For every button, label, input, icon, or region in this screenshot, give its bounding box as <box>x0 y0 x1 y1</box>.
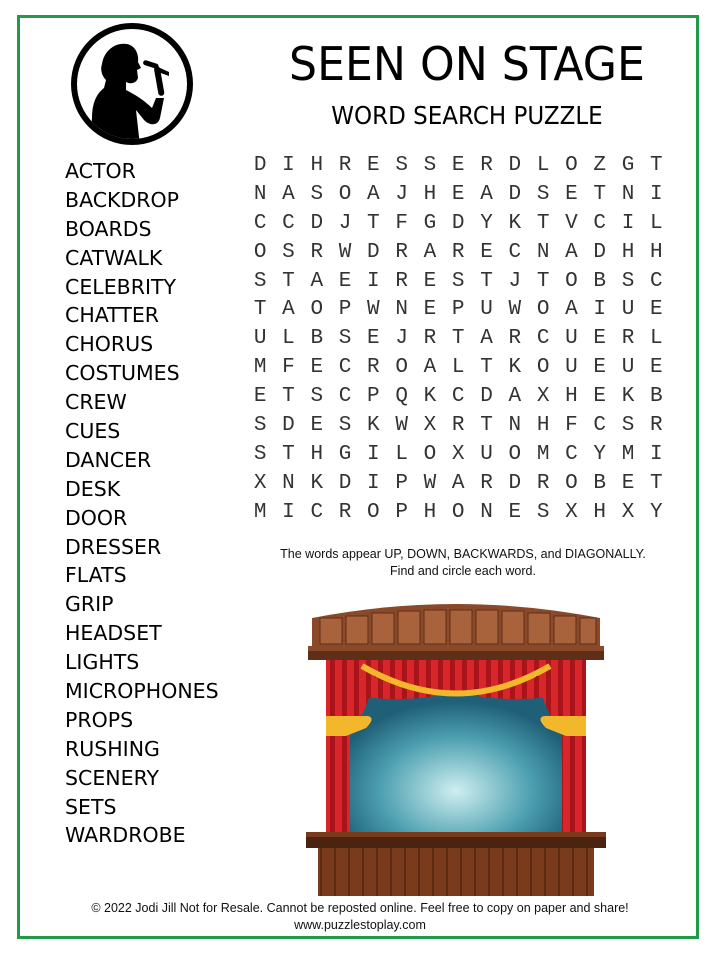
grid-letter: T <box>367 211 380 235</box>
grid-letter: N <box>253 182 267 206</box>
grid-letter: A <box>282 298 295 322</box>
grid-letter: R <box>508 327 522 351</box>
word-list-item: DRESSER <box>65 534 162 559</box>
grid-row <box>246 382 670 411</box>
grid-letter: B <box>593 269 607 293</box>
grid-letter: A <box>367 182 380 206</box>
website-url: www.puzzlestoplay.com <box>294 918 426 932</box>
grid-letter: C <box>536 327 550 351</box>
grid-row <box>246 151 670 180</box>
grid-letter: U <box>480 298 493 322</box>
grid-letter: I <box>650 442 663 466</box>
grid-letter: Q <box>395 385 408 409</box>
grid-letter: U <box>253 327 267 351</box>
grid-letter: O <box>310 298 324 322</box>
grid-letter: F <box>282 356 295 380</box>
grid-letter: S <box>310 385 324 409</box>
grid-letter: M <box>536 442 550 466</box>
grid-letter: J <box>338 211 352 235</box>
grid-letter: O <box>395 356 408 380</box>
grid-letter: H <box>423 182 437 206</box>
grid-letter: G <box>338 442 352 466</box>
grid-letter: O <box>367 500 380 524</box>
grid-letter: U <box>565 356 578 380</box>
grid-letter: C <box>253 211 267 235</box>
grid-letter: E <box>451 153 465 177</box>
grid-letter: E <box>253 385 267 409</box>
grid-letter: C <box>565 442 578 466</box>
grid-letter: C <box>282 211 295 235</box>
word-list-item: RUSHING <box>65 736 160 761</box>
grid-letter: N <box>621 182 635 206</box>
grid-letter: R <box>367 356 380 380</box>
instructions <box>240 546 686 580</box>
grid-letter: N <box>395 298 408 322</box>
grid-letter: S <box>395 153 408 177</box>
grid-letter: Z <box>593 153 607 177</box>
grid-letter: D <box>367 240 380 264</box>
grid-letter: X <box>621 500 635 524</box>
grid-letter: H <box>565 385 578 409</box>
grid-letter: T <box>480 269 493 293</box>
instructions-line: Find and circle each word. <box>390 564 536 578</box>
grid-row <box>246 440 670 469</box>
grid-letter: B <box>650 385 663 409</box>
grid-letter: C <box>310 500 324 524</box>
word-list-item: SCENERY <box>65 765 160 790</box>
grid-letter: S <box>253 413 267 437</box>
word-list-item: DESK <box>65 476 121 501</box>
grid-letter: E <box>310 356 324 380</box>
grid-letter: T <box>282 269 295 293</box>
grid-letter: X <box>536 385 550 409</box>
grid-letter: S <box>621 269 635 293</box>
grid-letter: S <box>451 269 465 293</box>
grid-letter: W <box>423 471 437 495</box>
grid-letter: M <box>253 356 267 380</box>
word-list-item: COSTUMES <box>65 361 180 386</box>
grid-letter: L <box>282 327 295 351</box>
footer <box>22 900 698 934</box>
grid-letter: P <box>395 500 408 524</box>
grid-letter: N <box>282 471 295 495</box>
grid-letter: X <box>451 442 465 466</box>
grid-row <box>246 469 670 498</box>
grid-letter: W <box>508 298 522 322</box>
grid-letter: E <box>593 385 607 409</box>
grid-letter: T <box>536 211 550 235</box>
grid-letter: W <box>338 240 352 264</box>
word-list-item: CHATTER <box>65 303 160 328</box>
grid-letter: E <box>650 356 663 380</box>
grid-letter: S <box>621 413 635 437</box>
instructions-line: The words appear UP, DOWN, BACKWARDS, and DIAGONALLY. <box>280 547 646 561</box>
grid-letter: R <box>621 327 635 351</box>
grid-letter: X <box>565 500 578 524</box>
grid-letter: V <box>565 211 578 235</box>
grid-letter: P <box>367 385 380 409</box>
grid-letter: O <box>536 298 550 322</box>
grid-letter: R <box>423 327 437 351</box>
grid-letter: I <box>367 269 380 293</box>
grid-row <box>246 238 670 267</box>
grid-letter: T <box>650 471 663 495</box>
grid-letter: F <box>565 413 578 437</box>
grid-row <box>246 180 670 209</box>
letter-grid <box>246 151 670 527</box>
grid-letter: C <box>650 269 663 293</box>
grid-letter: E <box>310 413 324 437</box>
word-list-item: WARDROBE <box>65 823 186 848</box>
grid-letter: I <box>650 182 663 206</box>
grid-letter: H <box>310 153 324 177</box>
grid-letter: R <box>650 413 663 437</box>
grid-letter: S <box>310 182 324 206</box>
grid-letter: L <box>650 211 663 235</box>
grid-letter: P <box>338 298 352 322</box>
word-list-item: GRIP <box>65 592 114 617</box>
grid-letter: S <box>536 182 550 206</box>
grid-letter: T <box>650 153 663 177</box>
grid-letter: Y <box>593 442 607 466</box>
grid-letter: O <box>423 442 437 466</box>
grid-letter: D <box>310 211 324 235</box>
grid-letter: S <box>253 442 267 466</box>
grid-letter: A <box>508 385 522 409</box>
grid-letter: R <box>480 153 493 177</box>
grid-letter: O <box>536 356 550 380</box>
grid-row <box>246 267 670 296</box>
grid-letter: L <box>451 356 465 380</box>
grid-letter: C <box>593 211 607 235</box>
grid-letter: C <box>451 385 465 409</box>
grid-letter: T <box>593 182 607 206</box>
grid-letter: I <box>367 471 380 495</box>
grid-letter: K <box>423 385 437 409</box>
grid-letter: S <box>423 153 437 177</box>
word-list-item: CATWALK <box>65 245 163 270</box>
grid-letter: A <box>423 240 437 264</box>
grid-letter: R <box>338 500 352 524</box>
grid-letter: T <box>480 413 493 437</box>
grid-letter: S <box>536 500 550 524</box>
grid-letter: K <box>310 471 324 495</box>
grid-letter: I <box>621 211 635 235</box>
grid-letter: H <box>593 500 607 524</box>
grid-letter: R <box>310 240 324 264</box>
word-list-item: BOARDS <box>65 216 152 241</box>
grid-letter: E <box>508 500 522 524</box>
grid-row <box>246 324 670 353</box>
grid-letter: T <box>282 385 295 409</box>
grid-letter: U <box>621 356 635 380</box>
grid-letter: C <box>508 240 522 264</box>
grid-letter: T <box>282 442 295 466</box>
grid-letter: P <box>451 298 465 322</box>
grid-letter: D <box>253 153 267 177</box>
word-list-item: ACTOR <box>65 159 136 183</box>
grid-letter: I <box>593 298 607 322</box>
grid-letter: U <box>565 327 578 351</box>
grid-letter: S <box>338 413 352 437</box>
grid-letter: O <box>508 442 522 466</box>
word-list-item: DANCER <box>65 447 152 472</box>
grid-letter: T <box>480 356 493 380</box>
grid-letter: D <box>338 471 352 495</box>
grid-letter: H <box>310 442 324 466</box>
singer-silhouette-icon <box>70 22 194 146</box>
grid-letter: O <box>565 269 578 293</box>
grid-letter: E <box>338 269 352 293</box>
grid-letter: A <box>310 269 324 293</box>
grid-letter: T <box>536 269 550 293</box>
grid-letter: I <box>282 153 295 177</box>
grid-letter: E <box>593 327 607 351</box>
grid-letter: C <box>593 413 607 437</box>
grid-letter: D <box>593 240 607 264</box>
grid-letter: C <box>338 385 352 409</box>
word-list-item: CUES <box>65 419 121 444</box>
grid-letter: A <box>451 471 465 495</box>
grid-letter: D <box>508 471 522 495</box>
grid-letter: E <box>367 153 380 177</box>
grid-letter: K <box>367 413 380 437</box>
word-list-item: FLATS <box>65 563 127 588</box>
grid-letter: S <box>282 240 295 264</box>
grid-letter: D <box>480 385 493 409</box>
grid-letter: R <box>536 471 550 495</box>
grid-letter: H <box>650 240 663 264</box>
grid-letter: O <box>565 153 578 177</box>
grid-letter: E <box>480 240 493 264</box>
grid-letter: K <box>508 356 522 380</box>
grid-row <box>246 353 670 382</box>
grid-row <box>246 295 670 324</box>
grid-letter: K <box>621 385 635 409</box>
grid-letter: E <box>423 298 437 322</box>
grid-letter: E <box>565 182 578 206</box>
grid-letter: B <box>593 471 607 495</box>
grid-letter: N <box>536 240 550 264</box>
grid-letter: A <box>282 182 295 206</box>
grid-letter: L <box>536 153 550 177</box>
grid-letter: I <box>282 500 295 524</box>
grid-row <box>246 209 670 238</box>
word-list-item: HEADSET <box>65 621 162 646</box>
grid-letter: A <box>480 327 493 351</box>
grid-letter: J <box>395 327 408 351</box>
grid-letter: R <box>338 153 352 177</box>
grid-letter: D <box>451 211 465 235</box>
grid-letter: T <box>451 327 465 351</box>
grid-letter: J <box>508 269 522 293</box>
grid-letter: B <box>310 327 324 351</box>
grid-letter: U <box>621 298 635 322</box>
grid-letter: W <box>395 413 408 437</box>
grid-letter: E <box>621 471 635 495</box>
grid-letter: J <box>395 182 408 206</box>
word-list-item: PROPS <box>65 707 134 732</box>
grid-letter: H <box>621 240 635 264</box>
grid-letter: G <box>621 153 635 177</box>
grid-letter: A <box>565 298 578 322</box>
page-subtitle: WORD SEARCH PUZZLE <box>331 101 603 130</box>
grid-letter: E <box>451 182 465 206</box>
grid-letter: F <box>395 211 408 235</box>
grid-letter: D <box>508 182 522 206</box>
grid-letter: G <box>423 211 437 235</box>
grid-letter: C <box>338 356 352 380</box>
grid-letter: T <box>253 298 267 322</box>
grid-letter: S <box>253 269 267 293</box>
theater-stage-icon <box>306 596 606 896</box>
word-list-item: CREW <box>65 390 127 415</box>
grid-letter: H <box>536 413 550 437</box>
word-list-item: SETS <box>65 794 117 819</box>
grid-letter: L <box>395 442 408 466</box>
grid-letter: D <box>508 153 522 177</box>
grid-letter: S <box>338 327 352 351</box>
grid-letter: E <box>423 269 437 293</box>
grid-letter: N <box>480 500 493 524</box>
grid-letter: N <box>508 413 522 437</box>
grid-letter: R <box>451 240 465 264</box>
grid-letter: X <box>253 471 267 495</box>
word-list-item: BACKDROP <box>65 187 180 212</box>
grid-letter: A <box>565 240 578 264</box>
grid-letter: A <box>480 182 493 206</box>
grid-row <box>246 411 670 440</box>
word-list-item: CELEBRITY <box>65 274 177 299</box>
grid-letter: O <box>338 182 352 206</box>
grid-letter: Y <box>650 500 663 524</box>
grid-letter: R <box>395 240 408 264</box>
grid-letter: H <box>423 500 437 524</box>
grid-letter: E <box>650 298 663 322</box>
grid-letter: O <box>451 500 465 524</box>
grid-letter: R <box>480 471 493 495</box>
grid-letter: M <box>621 442 635 466</box>
grid-letter: U <box>480 442 493 466</box>
word-list-item: CHORUS <box>65 332 154 357</box>
word-list <box>65 157 219 850</box>
grid-letter: O <box>253 240 267 264</box>
grid-letter: I <box>367 442 380 466</box>
word-list-item: DOOR <box>65 505 128 530</box>
grid-letter: Y <box>480 211 493 235</box>
word-list-item: LIGHTS <box>65 650 140 675</box>
grid-letter: R <box>451 413 465 437</box>
grid-letter: K <box>508 211 522 235</box>
grid-letter: A <box>423 356 437 380</box>
grid-letter: L <box>650 327 663 351</box>
grid-letter: X <box>423 413 437 437</box>
grid-letter: W <box>367 298 380 322</box>
grid-letter: R <box>395 269 408 293</box>
grid-letter: M <box>253 500 267 524</box>
grid-letter: E <box>367 327 380 351</box>
grid-row <box>246 498 670 527</box>
copyright-text: © 2022 Jodi Jill Not for Resale. Cannot be reposted online. Feel free to copy on paper and share! <box>91 901 629 915</box>
grid-letter: E <box>593 356 607 380</box>
grid-letter: D <box>282 413 295 437</box>
grid-letter: P <box>395 471 408 495</box>
grid-letter: O <box>565 471 578 495</box>
page-title: SEEN ON STAGE <box>289 37 645 91</box>
word-list-item: MICROPHONES <box>65 679 219 704</box>
